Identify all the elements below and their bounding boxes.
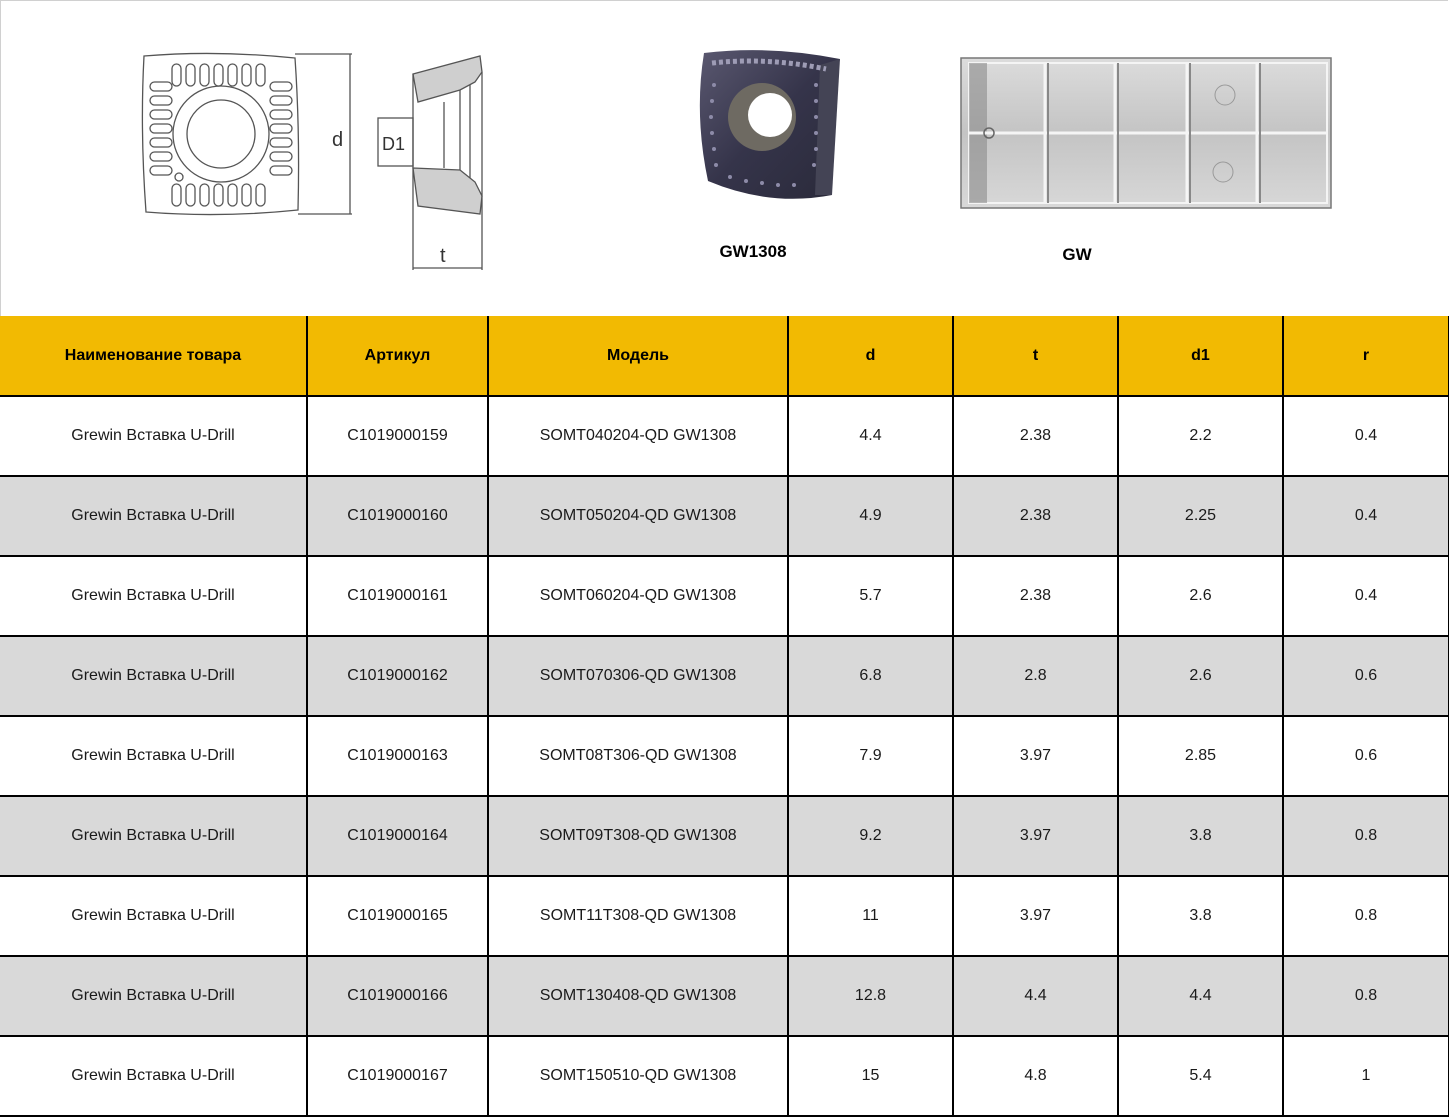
cell-d: 7.9 [788, 716, 953, 796]
cell-model: SOMT130408-QD GW1308 [488, 956, 788, 1036]
table-row [0, 876, 1449, 956]
cell-product-name: Grewin Вставка U-Drill [0, 1036, 307, 1116]
cell-model: SOMT150510-QD GW1308 [488, 1036, 788, 1116]
cell-product-name: Grewin Вставка U-Drill [0, 636, 307, 716]
table-row [0, 796, 1449, 876]
cell-d1: 3.8 [1118, 796, 1283, 876]
cell-model: SOMT08T306-QD GW1308 [488, 716, 788, 796]
drawing-label-d1: D1 [382, 134, 406, 154]
cell-product-name: Grewin Вставка U-Drill [0, 556, 307, 636]
cell-d1: 2.6 [1118, 556, 1283, 636]
cell-d1: 2.25 [1118, 476, 1283, 556]
table-header-row [0, 316, 1449, 396]
table-row [0, 716, 1449, 796]
technical-drawing [120, 30, 520, 290]
cell-d: 11 [788, 876, 953, 956]
insert-photo [690, 45, 850, 210]
cell-d1: 2.85 [1118, 716, 1283, 796]
specifications-table [0, 316, 1449, 1117]
cell-r: 1 [1283, 1036, 1449, 1116]
cell-d: 4.9 [788, 476, 953, 556]
table-row [0, 476, 1449, 556]
cell-d1: 2.2 [1118, 396, 1283, 476]
cell-r: 0.4 [1283, 396, 1449, 476]
cell-product-name: Grewin Вставка U-Drill [0, 476, 307, 556]
cell-article: C1019000167 [307, 1036, 488, 1116]
cell-article: C1019000165 [307, 876, 488, 956]
cell-t: 4.4 [953, 956, 1118, 1036]
drawing-label-d: d [332, 129, 344, 151]
cell-model: SOMT11T308-QD GW1308 [488, 876, 788, 956]
cell-t: 4.8 [953, 1036, 1118, 1116]
cell-t: 3.97 [953, 876, 1118, 956]
cell-article: C1019000160 [307, 476, 488, 556]
cell-t: 2.8 [953, 636, 1118, 716]
column-header-t: t [953, 316, 1118, 396]
cell-product-name: Grewin Вставка U-Drill [0, 876, 307, 956]
product-images [0, 0, 1449, 316]
cell-model: SOMT040204-QD GW1308 [488, 396, 788, 476]
box-caption: GW [1062, 245, 1092, 264]
table-row [0, 956, 1449, 1036]
insert-caption: GW1308 [719, 242, 787, 261]
cell-d: 12.8 [788, 956, 953, 1036]
cell-model: SOMT070306-QD GW1308 [488, 636, 788, 716]
cell-r: 0.8 [1283, 796, 1449, 876]
cell-d: 15 [788, 1036, 953, 1116]
cell-d1: 3.8 [1118, 876, 1283, 956]
cell-d1: 2.6 [1118, 636, 1283, 716]
cell-r: 0.8 [1283, 876, 1449, 956]
cell-article: C1019000159 [307, 396, 488, 476]
table-row [0, 396, 1449, 476]
cell-t: 3.97 [953, 716, 1118, 796]
cell-t: 2.38 [953, 396, 1118, 476]
cell-r: 0.6 [1283, 636, 1449, 716]
cell-article: C1019000164 [307, 796, 488, 876]
cell-model: SOMT09T308-QD GW1308 [488, 796, 788, 876]
cell-product-name: Grewin Вставка U-Drill [0, 796, 307, 876]
cell-model: SOMT060204-QD GW1308 [488, 556, 788, 636]
cell-article: C1019000163 [307, 716, 488, 796]
cell-t: 2.38 [953, 556, 1118, 636]
column-header-model: Модель [488, 316, 788, 396]
column-header-product-name: Наименование товара [0, 316, 307, 396]
cell-d: 5.7 [788, 556, 953, 636]
cell-d: 4.4 [788, 396, 953, 476]
cell-r: 0.4 [1283, 476, 1449, 556]
cell-model: SOMT050204-QD GW1308 [488, 476, 788, 556]
column-header-article: Артикул [307, 316, 488, 396]
cell-t: 2.38 [953, 476, 1118, 556]
cell-d: 6.8 [788, 636, 953, 716]
table-row [0, 556, 1449, 636]
cell-t: 3.97 [953, 796, 1118, 876]
column-header-r: r [1283, 316, 1449, 396]
table-row [0, 1036, 1449, 1116]
cell-d1: 4.4 [1118, 956, 1283, 1036]
column-header-d1: d1 [1118, 316, 1283, 396]
cell-article: C1019000161 [307, 556, 488, 636]
packaging-box-photo [955, 55, 1340, 215]
cell-r: 0.6 [1283, 716, 1449, 796]
cell-d1: 5.4 [1118, 1036, 1283, 1116]
cell-r: 0.8 [1283, 956, 1449, 1036]
cell-d: 9.2 [788, 796, 953, 876]
column-header-d: d [788, 316, 953, 396]
table-row [0, 636, 1449, 716]
drawing-label-t: t [440, 245, 446, 267]
cell-product-name: Grewin Вставка U-Drill [0, 396, 307, 476]
cell-product-name: Grewin Вставка U-Drill [0, 716, 307, 796]
cell-article: C1019000166 [307, 956, 488, 1036]
cell-product-name: Grewin Вставка U-Drill [0, 956, 307, 1036]
cell-r: 0.4 [1283, 556, 1449, 636]
cell-article: C1019000162 [307, 636, 488, 716]
